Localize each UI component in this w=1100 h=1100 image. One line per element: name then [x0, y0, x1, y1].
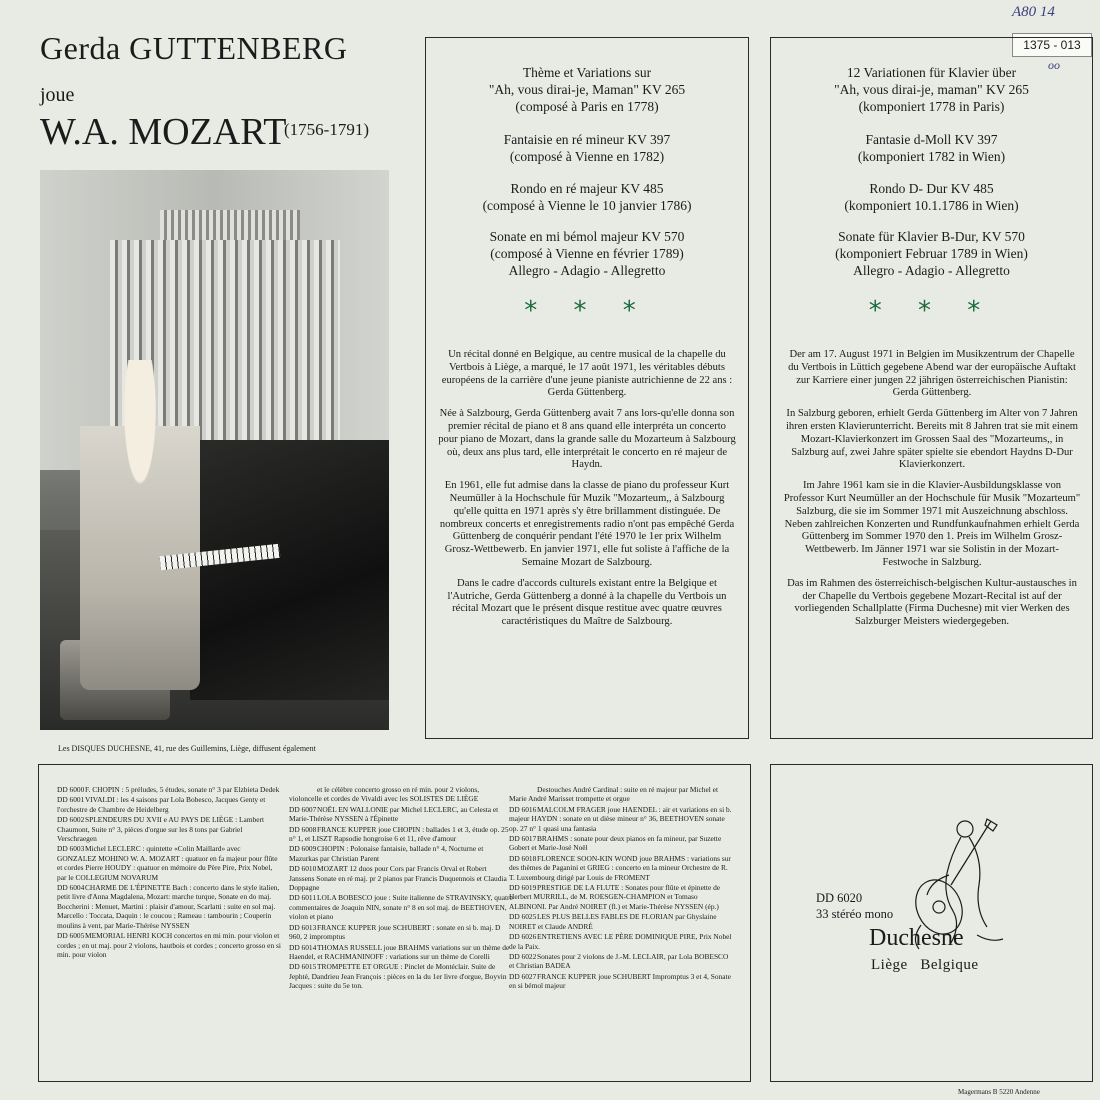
photo-caption: Les DISQUES DUCHESNE, 41, rue des Guillemins, Liège, diffusent également	[58, 744, 316, 753]
catalogue-title: THOMAS RUSSELL joue BRAHMS variations sur un thème de Haendel, et RACHMANINOFF : variations sur un thème de Corelli	[289, 942, 510, 961]
pianist-photo	[40, 170, 389, 730]
catalogue-entry	[289, 844, 513, 863]
catalogue-number: DD 6000	[57, 785, 85, 794]
work-4-fr: Sonate en mi bémol majeur KV 570 (composé à Vienne en février 1789) Allegro - Adagio - Allegretto	[489, 229, 685, 278]
catalogue-number: DD 6009	[289, 844, 317, 854]
catalogue-title: et le célèbre concerto grosso en ré min. pour 2 violons, violoncelle et cordes de Vivaldi avec les SOLISTES DE LIÈGE	[289, 785, 480, 804]
catalogue-title: LES PLUS BELLES FABLES DE FLORIAN par Ghyslaine NOIRET et Claude ANDRÉ	[509, 912, 717, 931]
work-3-fr: Rondo en ré majeur KV 485 (composé à Vienne le 10 janvier 1786)	[482, 181, 692, 213]
catalogue-title: LOLA BOBESCO joue : Suite italienne de STRAVINSKY, quatre commentaires de Joaquin NIN, sonate n° 8 en sol maj. de BEETHOVEN, violon et piano	[289, 893, 513, 922]
record-speed: 33 stéréo mono	[816, 907, 894, 921]
catalogue-number: DD 6017	[509, 834, 537, 844]
catalogue-number: DD 6013	[289, 922, 317, 932]
catalogue-title: Destouches André Cardinal : suite en ré majeur par Michel et Marie André Marisset trompette et orgue	[509, 785, 719, 804]
catalogue-title: BRAHMS : sonate pour deux pianos en fa mineur, par Suzette Gobert et Marie-José Noël	[509, 834, 722, 853]
catalogue-title: Sonates pour 2 violons de J.-M. LECLAIR, par Lola BOBESCO et Christian BADEA	[509, 951, 729, 971]
catalogue-entry	[289, 962, 513, 990]
catalogue-entry	[57, 931, 281, 959]
plays-word: joue	[40, 84, 75, 106]
catalogue-entry	[509, 854, 733, 882]
catalogue-entry	[509, 932, 733, 951]
bio-paragraph: En 1961, elle fut admise dans la classe de piano du professeur Kurt Neumüller à la Hochschule für Muzik "Mozarteum,, à Salzbourg qu'elle quitta en 1971 après s'y être brillamment distinguée. De nombreux concerts et enregistrements radio n'ont pas empêché Gerda Güttenberg de conquérir pendant l'été 1970 le 1er prix Wilhelm Grosz-Wettbewerb. En janvier 1971, elle fut soliste à l'affiche de la Semaine Mozart de Salzbourg.	[439, 480, 735, 568]
french-notes-box	[425, 37, 749, 739]
record-catalog-number: DD 6020	[816, 891, 863, 905]
catalogue-entry	[57, 815, 281, 843]
catalogue-title: CHARME DE L'ÉPINETTE Bach : concerto dans le style italien, petit livre d'Anna Magdalena, Mozart: marche turque, Sonate en do maj. Boccherini : Menuet, Martini : plaisir d'amour, Scarlatti : suite en sol maj. Marcello : Toccata, Daquin : le coucou ; Rameau : tambourin ; Couperin moulins à vent, par Marie-Thérèse NYSSEN	[57, 883, 280, 930]
catalogue-title: FRANCE KUPPER joue CHOPIN : ballades 1 et 3, étude op. 25 n° 1, et LISZT Rapsodie hongroise 6 et 11, rêve d'amour	[289, 824, 509, 844]
catalogue-title: Michel LECLERC : quintette «Colin Maillard» avec GONZALEZ MOHINO W. A. MOZART : quatuor en fa majeur pour flûte et cordes Pierre HOUDY : quatuor en mémoire du Père Pire, Prix Nobel, par le COLLEGIUM NOVARUM	[57, 844, 278, 882]
grand-piano	[190, 440, 389, 700]
catalogue-number: DD 6005	[57, 931, 85, 941]
catalogue-title: FRANCE KUPPER joue SCHUBERT : sonate en si b. maj. D 960, 2 impromptus	[289, 922, 501, 942]
catalogue-number: DD 6002	[57, 815, 85, 825]
bio-paragraph: Der am 17. August 1971 in Belgien im Musikzentrum der Chapelle du Vertbois in Lüttich gegebene Abend war der europäische Auftakt zur Karriere einer jungen 22 jährigen österreichischen Pianistin: Gerda Güttenberg.	[788, 349, 1076, 399]
catalogue-title: SPLENDEURS DU XVII e AU PAYS DE LIÈGE : Lambert Chaumont, Suite n° 3, pièces d'orgue sur les 8 tons par Gabriel Verschraegen	[57, 815, 265, 844]
catalogue-entry	[57, 883, 281, 930]
catalogue-number: DD 6014	[289, 942, 317, 952]
handwritten-note: A80 14	[1012, 4, 1055, 20]
catalogue-number: DD 6015	[289, 962, 317, 972]
catalogue-title: MOZART 12 duos pour Cors par Francis Orval et Robert Janssens Sonate en ré maj. pr 2 pianos par Francis Duquennois et Claudia Doppagne	[289, 864, 507, 893]
work-3-de: Rondo D- Dur KV 485 (komponiert 10.1.1786 in Wien)	[844, 181, 1019, 213]
handwritten-mark: oo	[1048, 58, 1060, 72]
catalog-sticker: 1375 - 013	[1012, 33, 1092, 57]
composer-dates: (1756-1791)	[284, 120, 369, 139]
catalogue-entry	[57, 785, 281, 794]
catalogue-number: DD 6011	[289, 893, 317, 903]
catalogue-column-3	[509, 785, 733, 992]
bio-paragraph: In Salzburg geboren, erhielt Gerda Güttenberg im Alter von 7 Jahren ihren ersten Klavierunterricht. Bereits mit 8 Jahren trat sie mit einem Mozart-Klavierkonzert im Grossen Saal des "Mozarteums,, in Salzburg auf, zwei Jahre später spielte sie ebendort Haydns D-Dur Klavierkonzert.	[785, 408, 1079, 471]
catalogue-entry	[509, 834, 733, 853]
catalogue-entry	[509, 912, 733, 931]
catalogue-title: MEMORIAL HENRI KOCH concertos en mi min. pour violon et cordes ; en ut maj. pour 2 violons, hautbois et cordes ; concerto grosso en si min. pour violon	[57, 931, 281, 959]
catalogue-number: DD 6003	[57, 844, 85, 854]
catalogue-column-2	[289, 785, 513, 992]
pianist-figure	[80, 360, 200, 690]
catalogue-number: DD 6019	[509, 883, 537, 893]
catalogue-title: NOËL EN WALLONIE par Michel LECLERC, au Celesta et Marie-Thérèse NYSSEN à l'Épinette	[289, 804, 499, 824]
catalogue-title: F. CHOPIN : 5 préludes, 5 études, sonate n° 3 par Elzbieta Dedek	[85, 785, 280, 794]
german-notes-box	[770, 37, 1093, 739]
catalogue-number: DD 6026	[509, 932, 537, 942]
biography-fr	[438, 349, 736, 637]
catalogue-number: DD 6007	[289, 804, 317, 814]
catalogue-title: PRESTIGE DE LA FLUTE : Sonates pour flûte et épinette de Herbert MURRILL, de M. ROESGEN-CHAMPION et Tomaso ALBINONI. Par André NOIRET (fl.) et Marie-Thérèse NYSSEN (ép.)	[509, 883, 721, 911]
catalogue-title: FLORENCE SOON-KIN WOND joue BRAHMS : variations sur des thèmes de Paganini et GRIEG : concerto en la mineur Orchestre de R. T. Luxembourg dirigé par Louis de FROMENT	[509, 853, 731, 882]
catalogue-number: DD 6022	[509, 951, 537, 961]
catalogue-entry	[509, 785, 733, 804]
catalogue-entry	[289, 825, 513, 844]
catalogue-number: DD 6008	[289, 824, 317, 834]
catalogue-number: DD 6018	[509, 853, 537, 863]
catalogue-entry	[509, 972, 733, 991]
catalogue-column-1	[57, 785, 281, 960]
catalogue-number: DD 6001	[57, 795, 85, 805]
artist-name: Gerda GUTTENBERG	[40, 30, 348, 66]
catalogue-title: FRANCE KUPPER joue SCHUBERT Impromptus 3 et 4, Sonate en si bémol majeur	[509, 971, 731, 991]
work-2-de: Fantasie d-Moll KV 397 (komponiert 1782 in Wien)	[857, 132, 1006, 164]
catalogue-entry	[509, 805, 733, 833]
work-1-de: 12 Variationen für Klavier über "Ah, vous dirai-je, maman" KV 265 (komponiert 1778 in Paris)	[834, 65, 1029, 114]
work-1-fr: Thème et Variations sur "Ah, vous dirai-je, Maman" KV 265 (composé à Paris en 1778)	[488, 65, 686, 114]
catalogue-entry	[289, 785, 513, 804]
work-4-de: Sonate für Klavier B-Dur, KV 570 (komponiert Februar 1789 in Wien) Allegro - Adagio - Allegretto	[835, 229, 1028, 278]
label-box	[770, 764, 1093, 1082]
catalogue-entry	[289, 893, 513, 921]
catalogue-entry	[289, 923, 513, 942]
star-divider-fr: * * *	[524, 296, 650, 326]
catalogue-box	[38, 764, 751, 1082]
catalogue-title: ENTRETIENS AVEC LE PÈRE DOMINIQUE PIRE, Prix Nobel de la Paix.	[509, 932, 732, 951]
star-divider-de: * * *	[868, 296, 995, 326]
catalogue-entry	[289, 864, 513, 892]
bio-paragraph: Im Jahre 1961 kam sie in die Klavier-Ausbildungsklasse von Professor Kurt Neumüller an der Hochschule für Musik "Mozarteum" Salzburg, die sie im Sommer 1971 mit Auszeichnung abschloss. Neben zahlreichen Konzerten und Rundfunkaufnahmen erhielt Gerda Güttenberg im Sommer 1970 den 1. Preis im Wilhelm Grosz-Wettbewerb. Im Jänner 1971 war sie Solistin in der Mozart-Festwoche in Salzburg.	[783, 480, 1081, 568]
bio-paragraph: Dans le cadre d'accords culturels existant entre la Belgique et l'Autriche, Gerda Güttenberg a donné à la chapelle du Vertbois un récital Mozart que le présent disque restitue avec quatre œuvres caractéristiques du Maître de Salzbourg.	[447, 577, 727, 628]
catalogue-entry	[289, 805, 513, 824]
bio-paragraph: Un récital donné en Belgique, au centre musical de la chapelle du Vertbois à Liège, a marqué, le 17 août 1971, les véritables débuts européens de la carrière d'une jeune pianiste autrichienne de 22 ans : Gerda Güttenberg.	[441, 349, 733, 399]
catalogue-entry	[289, 943, 513, 962]
catalogue-title: VIVALDI : les 4 saisons par Lola Bobesco, Jacques Genty et l'orchestre de Chambre de Heidelberg	[57, 795, 266, 814]
catalogue-title: CHOPIN : Polonaise fantaisie, ballade n° 4, Nocturne et Mazurkas par Christian Parent	[289, 844, 484, 863]
bio-paragraph: Das im Rahmen des österreichisch-belgischen Kultur-austausches in der Chapelle du Vertbois gegebene Mozart-Recital ist auf der vorliegenden Schallplatte (Firma Duchesne) mit vier Werken des Salzburger Meisters wiedergegeben.	[787, 577, 1077, 628]
catalogue-entry	[57, 844, 281, 882]
catalogue-title: MALCOLM FRAGER joue HAENDEL : air et variations en si b. majeur HAYDN : sonate en ut dièse mineur n° 36, BEETHOVEN sonate op. 27 n° 1 quasi una fantasia	[509, 804, 732, 833]
catalogue-number: DD 6027	[509, 971, 537, 981]
biography-de	[783, 349, 1081, 637]
catalogue-number: DD 6016	[509, 804, 537, 814]
catalogue-title: TROMPETTE ET ORGUE : Pinclet de Montéclair. Suite de Jephté, Dandrieu Jean François : pièces en la du 1er livre d'orgue, Boyvin Jacques : suite du 5e ton.	[289, 962, 507, 991]
printer-credit: Magermans B 5220 Andenne	[958, 1088, 1040, 1096]
work-2-fr: Fantaisie en ré mineur KV 397 (composé à Vienne en 1782)	[503, 132, 671, 164]
label-brand: Duchesne	[869, 925, 964, 951]
catalogue-entry	[509, 952, 733, 971]
catalogue-number: DD 6004	[57, 883, 85, 893]
catalogue-entry	[57, 795, 281, 814]
composer-name: W.A. MOZART	[40, 111, 287, 153]
catalogue-number: DD 6025	[509, 912, 537, 922]
bio-paragraph: Née à Salzbourg, Gerda Güttenberg avait 7 ans lors-qu'elle donna son premier récital de piano et 8 ans quand elle interpréta un concerto pour piano de Mozart, dans la grande salle du Mozarteum à Salzbourg où, deux ans plus tard, elle interprétait le concerto en ré majeur de Haydn.	[438, 408, 736, 471]
catalogue-entry	[509, 883, 733, 911]
catalogue-number: DD 6010	[289, 864, 317, 874]
label-location: Liège Belgique	[871, 957, 979, 973]
